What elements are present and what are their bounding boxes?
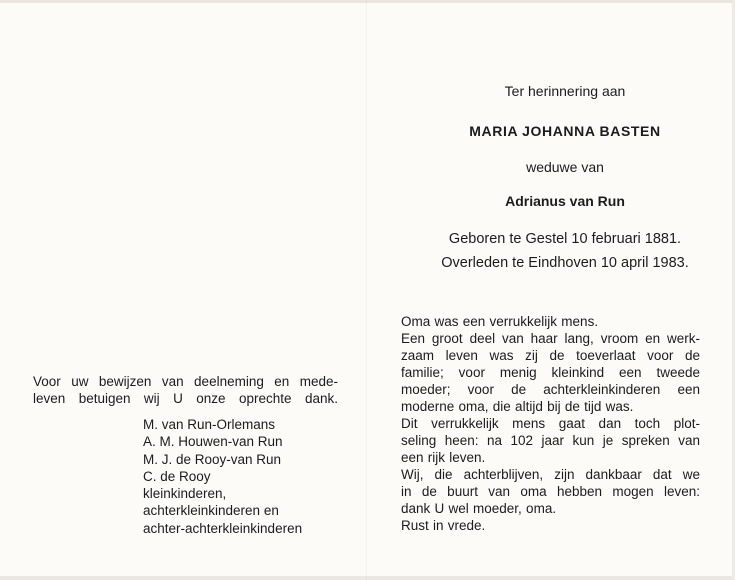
- husband-name: Adrianus van Run: [505, 193, 625, 209]
- acknowledgement-text: [33, 373, 338, 407]
- signer-name: A. M. Houwen-van Run: [143, 434, 283, 450]
- signer-group: kleinkinderen,: [143, 486, 227, 502]
- intro-text: Ter herinnering aan: [504, 83, 626, 99]
- memorial-line: Een groot deel van haar lang, vroom en werk-: [401, 331, 700, 346]
- card-fold-line: [366, 0, 367, 580]
- memorial-line: seling heen: na 102 jaar kun je spreken van: [401, 433, 700, 448]
- death-line: Overleden te Eindhoven 10 april 1983.: [441, 255, 689, 271]
- memorial-line: Wij, die achterblijven, zijn dankbaar dat we: [401, 467, 700, 482]
- memorial-line: Rust in vrede.: [401, 518, 486, 533]
- memorial-line: Oma was een verrukkelijk mens.: [401, 314, 599, 329]
- memorial-line: Dit verrukkelijk mens gaat dan toch plot-: [401, 416, 700, 431]
- card-top-edge: [0, 0, 735, 3]
- signers-list: [143, 416, 343, 537]
- memorial-line: dank U wel moeder, oma.: [401, 501, 557, 516]
- acknowledgement-line: Voor uw bewijzen van deelneming en mede-: [33, 374, 338, 389]
- card-bottom-edge: [0, 576, 735, 580]
- signer-name: M. van Run-Orlemans: [143, 417, 276, 432]
- signer-name: M. J. de Rooy-van Run: [143, 451, 282, 467]
- memorial-line: in de buurt van oma hebben mogen leven:: [401, 484, 700, 499]
- deceased-name: MARIA JOHANNA BASTEN: [469, 123, 661, 139]
- signer-group: achter-achterkleinkinderen: [143, 520, 303, 536]
- memorial-line: moderne oma, die altijd bij de tijd was.: [401, 399, 634, 414]
- memorial-text: [401, 313, 700, 534]
- memorial-line: zaam leven was zij de toeverlaat voor de: [401, 348, 700, 363]
- memorial-line: een rijk leven.: [401, 450, 486, 465]
- signer-group: achterkleinkinderen en: [143, 503, 279, 519]
- widow-of-text: weduwe van: [526, 159, 604, 175]
- signer-name: C. de Rooy: [143, 468, 211, 484]
- memorial-line: familie; voor menig kleinkind een tweede: [401, 365, 700, 380]
- acknowledgement-line: leven betuigen wij U onze oprechte dank.: [33, 391, 338, 406]
- memorial-line: moeder; voor de achterkleinkinderen een: [401, 382, 700, 397]
- birth-line: Geboren te Gestel 10 februari 1881.: [448, 231, 682, 247]
